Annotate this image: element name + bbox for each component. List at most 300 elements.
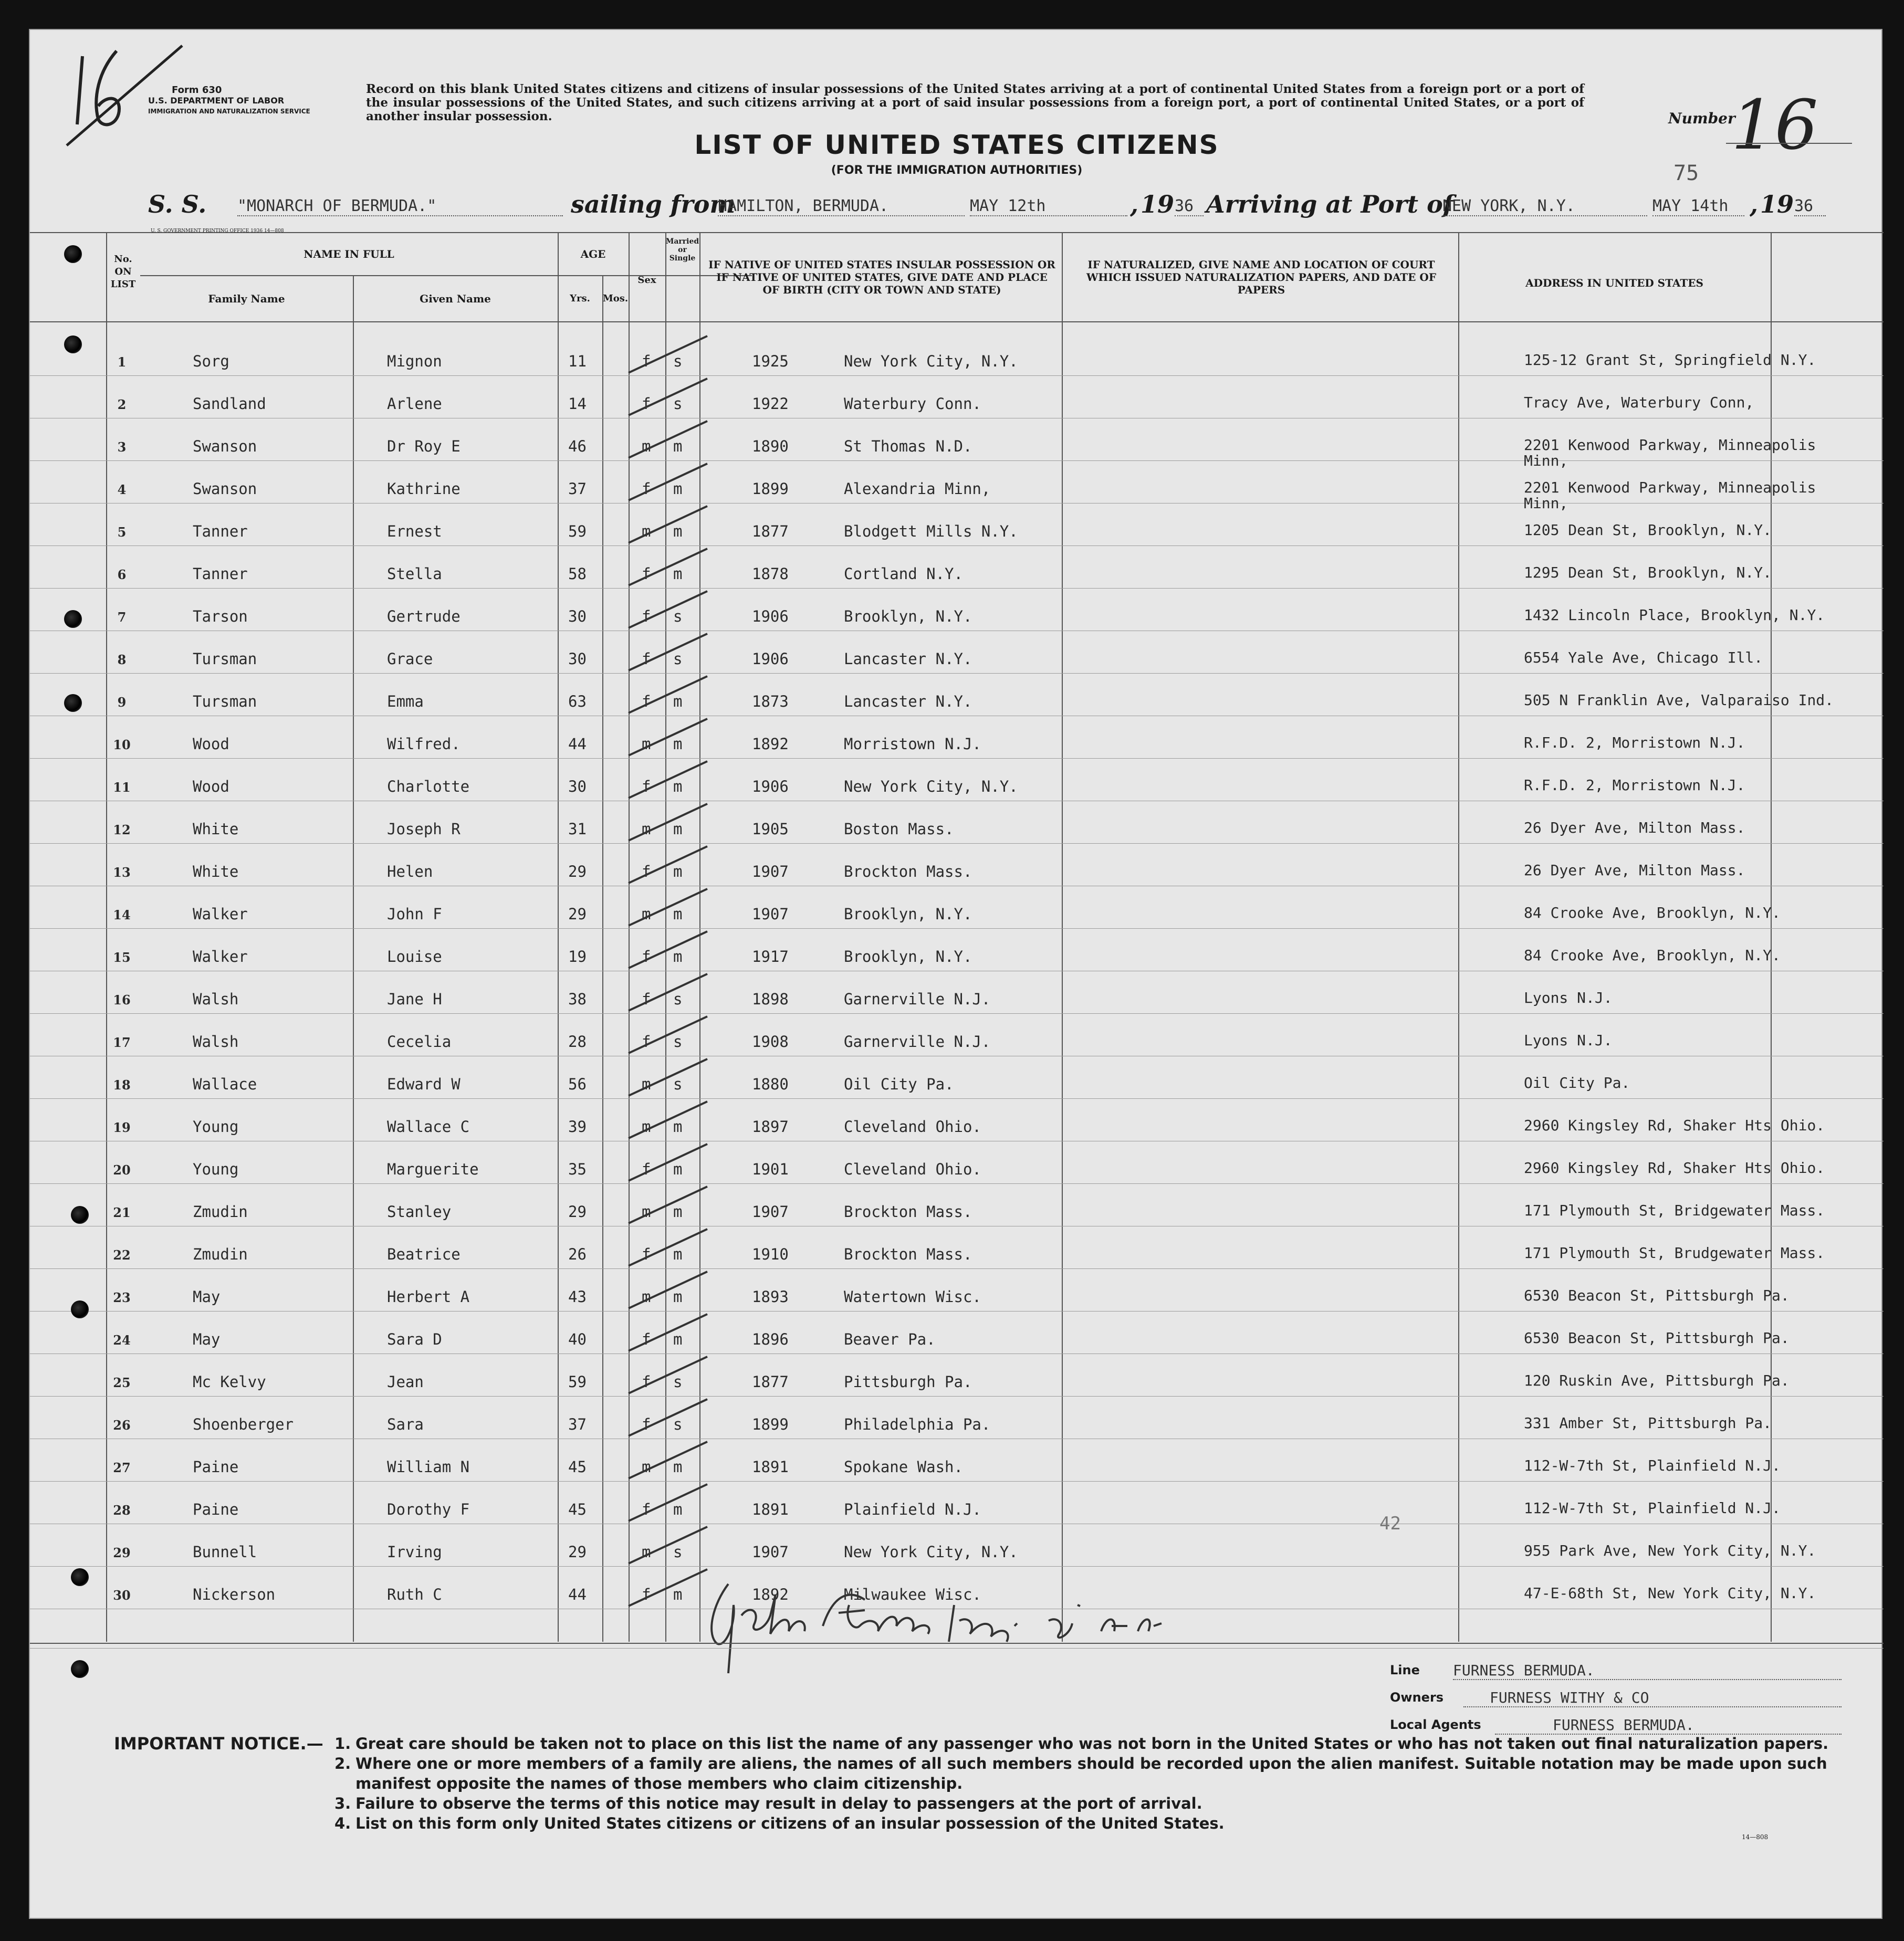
address: 1432 Lincoln Place, Brooklyn, N.Y. [1524, 606, 1825, 624]
sex: m [642, 905, 651, 923]
table-row [30, 721, 1884, 764]
sex: f [642, 1373, 651, 1391]
comma-sep: , [1130, 190, 1139, 218]
sailing-year: 36 [1175, 197, 1204, 216]
check-mark [623, 1139, 713, 1186]
age-years: 59 [568, 1373, 587, 1391]
age-years: 29 [568, 1543, 587, 1561]
family-name: Walker [193, 948, 248, 966]
sex: m [642, 820, 651, 838]
marital-status: s [673, 990, 683, 1008]
age-years: 30 [568, 650, 587, 668]
family-name: Sorg [193, 352, 229, 370]
birth-place: Blodgett Mills N.Y. [844, 522, 1018, 540]
row-number: 16 [113, 992, 131, 1008]
header-given-name: Given Name [420, 292, 491, 305]
address: 2201 Kenwood Parkway, Minneapolis Minn, [1524, 436, 1816, 469]
given-name: Dr Roy E [387, 437, 461, 455]
birth-year: 1908 [752, 1033, 789, 1051]
given-name: William N [387, 1458, 470, 1476]
arrival-year: 36 [1794, 197, 1826, 216]
sex: f [642, 1415, 651, 1433]
table-row [30, 381, 1884, 424]
family-name: May [193, 1288, 221, 1306]
check-mark [623, 969, 713, 1016]
birth-place: Philadelphia Pa. [844, 1415, 991, 1433]
birth-year: 1906 [752, 778, 789, 795]
family-name: Young [193, 1160, 239, 1178]
punch-hole [64, 694, 82, 712]
address: 2960 Kingsley Rd, Shaker Hts Ohio. [1524, 1117, 1825, 1134]
given-name: Stanley [387, 1203, 452, 1221]
marital-status: m [673, 565, 683, 583]
birth-place: Brooklyn, N.Y. [844, 607, 972, 625]
address: 6554 Yale Ave, Chicago Ill. [1524, 649, 1763, 666]
header-sex: Sex [637, 275, 656, 286]
punch-hole [71, 1660, 89, 1678]
row-number: 10 [113, 737, 131, 752]
row-rule [30, 758, 1884, 759]
family-name: Walsh [193, 990, 239, 1008]
given-name: Grace [387, 650, 433, 668]
table-row [30, 1147, 1884, 1189]
arriving-label: Arriving at Port of [1206, 190, 1453, 218]
given-name: Arlene [387, 395, 442, 413]
given-name: Louise [387, 948, 442, 966]
birth-year: 1906 [752, 607, 789, 625]
age-years: 19 [568, 948, 587, 966]
birth-year: 1907 [752, 1543, 789, 1561]
address: 171 Plymouth St, Bridgewater Mass. [1524, 1202, 1825, 1219]
marital-status: m [673, 1118, 683, 1136]
birth-year: 1896 [752, 1330, 789, 1348]
table-row [30, 551, 1884, 594]
notice-text: Great care should be taken not to place on this list the name of any passenger who was not born in the United States or who has not taken out final naturalization papers. [355, 1735, 1829, 1753]
row-number: 8 [117, 652, 127, 667]
birth-year: 1910 [752, 1245, 789, 1263]
age-years: 30 [568, 607, 587, 625]
notice-item [334, 1734, 1868, 1754]
sailing-from-label: sailing from [571, 190, 736, 218]
punch-hole [71, 1206, 89, 1224]
given-name: Gertrude [387, 607, 461, 625]
marital-status: m [673, 1501, 683, 1518]
address: 331 Amber St, Pittsburgh Pa. [1524, 1414, 1772, 1432]
birth-place: Plainfield N.J. [844, 1501, 981, 1518]
notice-text: Where one or more members of a family are aliens, the names of all such members should be recorded upon the alien manifest. Suitable notation may be made upon such manifest opposite the names of those members who claim citizenship. [355, 1755, 1827, 1792]
row-number: 11 [113, 780, 131, 795]
check-mark [623, 884, 713, 931]
sex: f [642, 352, 651, 370]
sex: m [642, 1203, 651, 1221]
table-row [30, 849, 1884, 891]
marital-status: m [673, 948, 683, 966]
family-name: Mc Kelvy [193, 1373, 266, 1391]
row-number: 17 [113, 1035, 131, 1050]
sex: m [642, 735, 651, 753]
given-name: Marguerite [387, 1160, 479, 1178]
table-row [30, 1402, 1884, 1444]
table-row [30, 1232, 1884, 1274]
family-name: Zmudin [193, 1245, 248, 1263]
marital-status: s [673, 1075, 683, 1093]
row-number: 27 [113, 1460, 131, 1475]
punch-hole [64, 610, 82, 628]
family-name: Tanner [193, 565, 248, 583]
birth-place: Morristown N.J. [844, 735, 981, 753]
address: R.F.D. 2, Morristown N.J. [1524, 734, 1745, 751]
age-years: 58 [568, 565, 587, 583]
family-name: Walker [193, 905, 248, 923]
check-mark [623, 416, 713, 463]
ship-name: "MONARCH OF BERMUDA." [237, 197, 563, 216]
birth-place: Pittsburgh Pa. [844, 1373, 972, 1391]
birth-year: 1901 [752, 1160, 789, 1178]
notice-index: 3. [334, 1795, 351, 1812]
table-row [30, 1189, 1884, 1232]
check-mark [623, 1266, 713, 1314]
birth-place: Cleveland Ohio. [844, 1160, 981, 1178]
family-name: Swanson [193, 480, 257, 498]
notice-index: 2. [334, 1755, 351, 1772]
row-number: 20 [113, 1162, 131, 1178]
given-name: Dorothy F [387, 1501, 470, 1518]
row-number: 14 [113, 907, 131, 922]
row-number: 1 [117, 354, 127, 370]
sex: m [642, 1458, 651, 1476]
birth-place: Lancaster N.Y. [844, 650, 972, 668]
table-row [30, 424, 1884, 469]
given-name: Joseph R [387, 820, 461, 838]
age-years: 30 [568, 778, 587, 795]
address: 120 Ruskin Ave, Pittsburgh Pa. [1524, 1372, 1790, 1389]
marital-status: m [673, 1288, 683, 1306]
row-rule [30, 673, 1884, 674]
address: Lyons N.J. [1524, 989, 1613, 1006]
address: 47-E-68th St, New York City, N.Y. [1524, 1585, 1816, 1602]
header-name-in-full: NAME IN FULL [304, 248, 394, 260]
birth-year: 1898 [752, 990, 789, 1008]
stamp-number: 75 [1673, 161, 1699, 185]
birth-place: Oil City Pa. [844, 1075, 954, 1093]
age-years: 11 [568, 352, 587, 370]
given-name: Sara D [387, 1330, 442, 1348]
arrival-date: MAY 14th [1652, 197, 1744, 216]
check-mark [623, 1224, 713, 1271]
birth-place: Garnerville N.J. [844, 1033, 991, 1051]
row-number: 7 [117, 610, 127, 625]
marital-status: m [673, 863, 683, 880]
notice-text: Failure to observe the terms of this notice may result in delay to passengers at the port of arrival. [355, 1795, 1202, 1812]
address: 84 Crooke Ave, Brooklyn, N.Y. [1524, 904, 1781, 921]
arrival-year-prefix: 19 [1760, 190, 1794, 218]
sex: f [642, 607, 651, 625]
birth-place: New York City, N.Y. [844, 778, 1018, 795]
birth-year: 1877 [752, 522, 789, 540]
age-years: 29 [568, 863, 587, 880]
given-name: Sara [387, 1415, 424, 1433]
age-years: 28 [568, 1033, 587, 1051]
check-mark [623, 1522, 713, 1569]
row-number: 24 [113, 1333, 131, 1348]
family-name: Bunnell [193, 1543, 257, 1561]
age-years: 39 [568, 1118, 587, 1136]
line-value: FURNESS BERMUDA. [1453, 1662, 1842, 1680]
address: 505 N Franklin Ave, Valparaiso Ind. [1524, 691, 1834, 709]
given-name: Charlotte [387, 778, 470, 795]
footer-rule-thin [30, 1648, 1884, 1649]
ss-label: S. S. [148, 190, 207, 218]
agents-value: FURNESS BERMUDA. [1495, 1716, 1842, 1735]
address: Tracy Ave, Waterbury Conn, [1524, 394, 1754, 411]
number-label: Number [1668, 110, 1735, 127]
marital-status: m [673, 480, 683, 498]
row-number: 9 [117, 695, 127, 710]
marital-status: m [673, 778, 683, 795]
marital-status: m [673, 905, 683, 923]
check-mark [623, 1394, 713, 1441]
punch-hole [64, 245, 82, 263]
birth-year: 1877 [752, 1373, 789, 1391]
table-row [30, 636, 1884, 679]
address: 1295 Dean St, Brooklyn, N.Y. [1524, 564, 1772, 581]
birth-place: Waterbury Conn. [844, 395, 981, 413]
row-number: 6 [117, 567, 127, 582]
birth-year: 1907 [752, 863, 789, 880]
row-rule [30, 545, 1884, 546]
birth-year: 1873 [752, 693, 789, 710]
footer-rule [30, 1643, 1884, 1644]
given-name: Cecelia [387, 1033, 452, 1051]
age-years: 43 [568, 1288, 587, 1306]
given-name: Jean [387, 1373, 424, 1391]
sex: f [642, 480, 651, 498]
birth-place: Cleveland Ohio. [844, 1118, 981, 1136]
birth-place: Milwaukee Wisc. [844, 1586, 981, 1603]
given-name: Mignon [387, 352, 442, 370]
row-number: 26 [113, 1418, 131, 1433]
comma-sep-2: , [1750, 190, 1759, 218]
marital-status: m [673, 1458, 683, 1476]
header-married-single: Married or Single [665, 237, 699, 263]
form-number: Form 630 [172, 85, 222, 96]
birth-year: 1925 [752, 352, 789, 370]
table-row [30, 764, 1884, 806]
family-name: Wood [193, 778, 229, 795]
check-mark [623, 671, 713, 718]
check-mark [623, 586, 713, 633]
family-name: White [193, 863, 239, 880]
check-mark [623, 373, 713, 421]
birth-year: 1907 [752, 1203, 789, 1221]
table-row [30, 679, 1884, 721]
given-name: Emma [387, 693, 424, 710]
owners-value: FURNESS WITHY & CO [1463, 1689, 1842, 1707]
line-label: Line [1390, 1663, 1420, 1677]
birth-year: 1897 [752, 1118, 789, 1136]
header-family-name: Family Name [208, 292, 285, 305]
sex: f [642, 1160, 651, 1178]
sex: f [642, 1330, 651, 1348]
check-mark [623, 1096, 713, 1143]
arrival-port: NEW YORK, N.Y. [1442, 197, 1647, 216]
passenger-table [30, 232, 1884, 1642]
family-name: White [193, 820, 239, 838]
check-mark [623, 501, 713, 548]
age-years: 59 [568, 522, 587, 540]
birth-year: 1890 [752, 437, 789, 455]
sex: f [642, 565, 651, 583]
marital-status: s [673, 1033, 683, 1051]
given-name: Helen [387, 863, 433, 880]
header-no: No. ON LIST [110, 254, 136, 290]
row-rule [30, 375, 1884, 376]
check-mark [623, 628, 713, 676]
owners-label: Owners [1390, 1690, 1444, 1705]
check-mark [623, 1054, 713, 1101]
table-row [30, 977, 1884, 1019]
header-age: AGE [580, 248, 606, 260]
marital-status: s [673, 1415, 683, 1433]
check-mark [623, 1011, 713, 1058]
sex: m [642, 1075, 651, 1093]
address: 26 Dyer Ave, Milton Mass. [1524, 819, 1745, 836]
table-row [30, 466, 1884, 512]
birth-place: Brooklyn, N.Y. [844, 905, 972, 923]
age-years: 56 [568, 1075, 587, 1093]
birth-year: 1899 [752, 1415, 789, 1433]
birth-place: Brockton Mass. [844, 863, 972, 880]
address: Oil City Pa. [1524, 1074, 1630, 1092]
address: 6530 Beacon St, Pittsburgh Pa. [1524, 1287, 1790, 1304]
family-name: Sandland [193, 395, 266, 413]
margin-number: 42 [1379, 1513, 1401, 1534]
family-name: Tursman [193, 650, 257, 668]
table-row [30, 1274, 1884, 1317]
family-name: Tarson [193, 607, 248, 625]
age-years: 44 [568, 1586, 587, 1603]
header-address: ADDRESS IN UNITED STATES [1525, 277, 1703, 289]
row-rule [30, 1311, 1884, 1312]
birth-year: 1893 [752, 1288, 789, 1306]
row-rule [30, 1268, 1884, 1269]
family-name: Young [193, 1118, 239, 1136]
check-mark [623, 1351, 713, 1399]
sex: f [642, 1245, 651, 1263]
birth-year: 1892 [752, 1586, 789, 1603]
marital-status: m [673, 522, 683, 540]
page-subtitle: (FOR THE IMMIGRATION AUTHORITIES) [831, 164, 1083, 177]
age-years: 37 [568, 1415, 587, 1433]
row-rule [30, 1396, 1884, 1397]
table-row [30, 1444, 1884, 1487]
birth-year: 1922 [752, 395, 789, 413]
birth-place: St Thomas N.D. [844, 437, 972, 455]
row-number: 4 [117, 482, 127, 497]
address: 125-12 Grant St, Springfield N.Y. [1524, 351, 1816, 369]
table-row [30, 806, 1884, 849]
printing-office-note: U. S. GOVERNMENT PRINTING OFFICE 1936 14—808 [151, 228, 284, 234]
table-row [30, 339, 1884, 381]
table-row [30, 1487, 1884, 1529]
page-title: LIST OF UNITED STATES CITIZENS [694, 130, 1219, 160]
header-birth: IF NATIVE OF UNITED STATES INSULAR POSSESSION OR IF NATIVE OF UNITED STATES, GIVE DATE AND PLACE OF BIRTH (CITY OR TOWN AND STATE) [708, 258, 1055, 296]
address: 1205 Dean St, Brooklyn, N.Y. [1524, 521, 1772, 539]
birth-place: Cortland N.Y. [844, 565, 963, 583]
row-rule [30, 1566, 1884, 1567]
family-name: Shoenberger [193, 1415, 294, 1433]
address: 26 Dyer Ave, Milton Mass. [1524, 862, 1745, 879]
sex: f [642, 1501, 651, 1518]
given-name: Wallace C [387, 1118, 470, 1136]
marital-status: s [673, 352, 683, 370]
marital-status: m [673, 1586, 683, 1603]
marital-status: m [673, 1160, 683, 1178]
row-rule [30, 1013, 1884, 1014]
birth-year: 1892 [752, 735, 789, 753]
table-row [30, 1062, 1884, 1104]
check-mark [623, 1479, 713, 1526]
check-mark [623, 756, 713, 803]
table-row [30, 1529, 1884, 1572]
given-name: Irving [387, 1543, 442, 1561]
birth-place: New York City, N.Y. [844, 352, 1018, 370]
birth-place: New York City, N.Y. [844, 1543, 1018, 1561]
sex: f [642, 693, 651, 710]
birth-place: Lancaster N.Y. [844, 693, 972, 710]
service-name: IMMIGRATION AND NATURALIZATION SERVICE [148, 108, 310, 115]
row-number: 2 [117, 397, 127, 412]
sex: f [642, 1033, 651, 1051]
given-name: Herbert A [387, 1288, 470, 1306]
age-years: 29 [568, 1203, 587, 1221]
birth-place: Watertown Wisc. [844, 1288, 981, 1306]
age-years: 40 [568, 1330, 587, 1348]
given-name: Stella [387, 565, 442, 583]
notice-item [334, 1754, 1868, 1793]
given-name: Beatrice [387, 1245, 461, 1263]
sex: f [642, 863, 651, 880]
birth-place: Beaver Pa. [844, 1330, 936, 1348]
age-years: 46 [568, 437, 587, 455]
marital-status: m [673, 693, 683, 710]
row-number: 21 [113, 1205, 131, 1220]
birth-year: 1906 [752, 650, 789, 668]
notice-item [334, 1813, 1868, 1833]
birth-year: 1917 [752, 948, 789, 966]
notice-index: 4. [334, 1814, 351, 1832]
notice-item [334, 1793, 1868, 1813]
address: Lyons N.J. [1524, 1032, 1613, 1049]
header-months: Mos. [602, 293, 629, 304]
punch-hole [71, 1568, 89, 1586]
notice-text: List on this form only United States citizens or citizens of an insular possession of the United States. [355, 1814, 1225, 1832]
given-name: Ruth C [387, 1586, 442, 1603]
sex: f [642, 395, 651, 413]
age-years: 45 [568, 1501, 587, 1518]
table-row [30, 891, 1884, 934]
header-years: Yrs. [570, 293, 590, 304]
birth-year: 1907 [752, 905, 789, 923]
row-number: 23 [113, 1290, 131, 1305]
birth-place: Boston Mass. [844, 820, 954, 838]
age-years: 63 [568, 693, 587, 710]
sex: m [642, 1288, 651, 1306]
row-number: 3 [117, 439, 127, 455]
table-row [30, 1317, 1884, 1359]
birth-place: Brockton Mass. [844, 1245, 972, 1263]
birth-year: 1878 [752, 565, 789, 583]
